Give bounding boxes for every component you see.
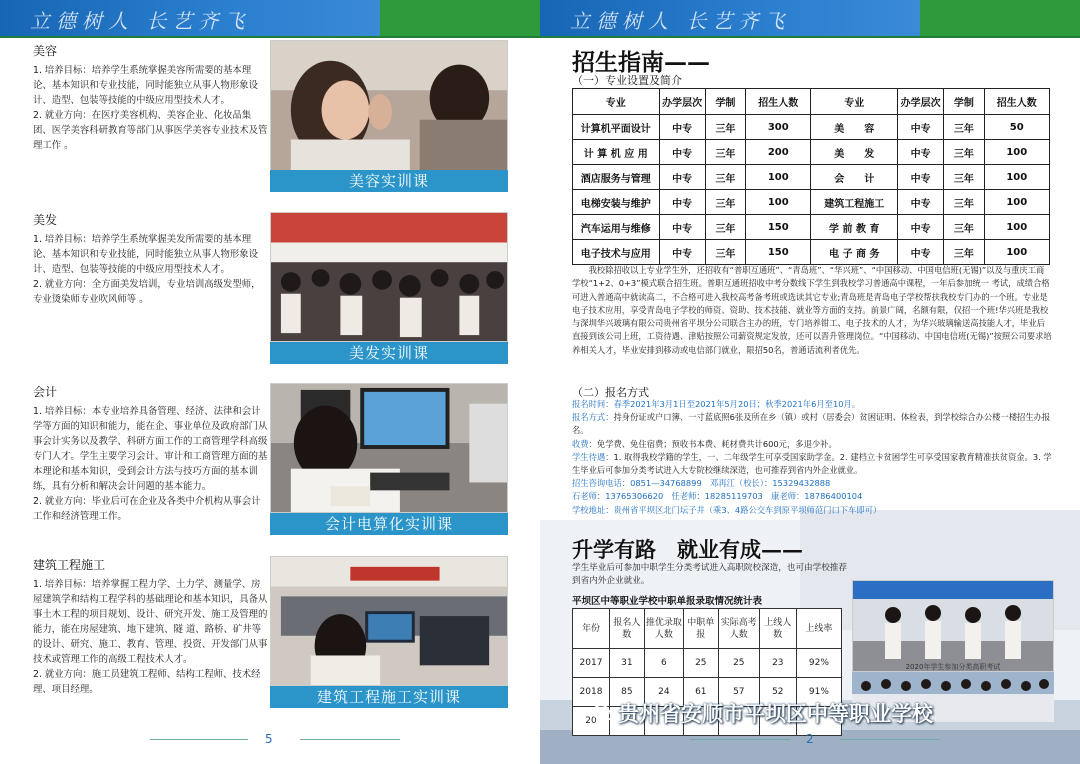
- table-cell: 100: [984, 190, 1049, 215]
- table-cell: 61: [683, 678, 718, 707]
- section-career: 2. 就业方向：毕业后可在企业及各类中介机构从事会计工作和经济管理工作。: [33, 496, 261, 522]
- table-cell: 三年: [705, 115, 745, 140]
- table-cell: 100: [746, 165, 811, 190]
- table-cell: 三年: [944, 215, 984, 240]
- guide-title: 招生指南——: [572, 49, 710, 76]
- col-header: 招生人数: [984, 89, 1049, 115]
- table-cell: 91%: [796, 678, 841, 707]
- table-cell: 三年: [944, 190, 984, 215]
- table-cell: 三年: [944, 240, 984, 265]
- section-goal: 1. 培养目标：本专业培养具备管理、经济、法律和会计学等方面的知识和能力，能在企、事业单位及政府部门从事会计实务以及教学、科研方面工作的工商管理学科高级专门人才。学生主要学习会计、审计和工商管理方面的基本理论和基本知识，受到会计方法与技巧方面的基本训练，具有分析和解决会计问题的基本能力。: [33, 406, 268, 492]
- col-header: 学制: [705, 89, 745, 115]
- table-row: [573, 165, 1050, 190]
- table-cell: 中专: [898, 165, 944, 190]
- table-cell: 100: [984, 165, 1049, 190]
- col-header: 办学层次: [898, 89, 944, 115]
- table-cell: 计 算 机 应 用: [573, 140, 660, 165]
- table-cell: 三年: [944, 140, 984, 165]
- col-header: 中职单报: [683, 609, 718, 649]
- table-cell: 150: [746, 240, 811, 265]
- table-cell: 中专: [898, 115, 944, 140]
- school-name: 贵州省安顺市平坝区中等职业学校: [618, 702, 933, 726]
- table-cell: 三年: [705, 140, 745, 165]
- table-cell: 31: [609, 649, 644, 678]
- enroll-info: [572, 398, 1054, 517]
- table-cell: 23: [759, 649, 796, 678]
- table-cell: 计算机平面设计: [573, 115, 660, 140]
- header-motto: 立德树人 长艺齐飞: [570, 9, 791, 33]
- right-page: [540, 0, 1080, 764]
- exam-caption: 2020年学生参加分类高职考试: [905, 663, 1001, 671]
- section-title: 美发: [33, 213, 58, 227]
- table-cell: 电梯安装与维护: [573, 190, 660, 215]
- table-cell: 三年: [944, 165, 984, 190]
- table-cell: 50: [984, 115, 1049, 140]
- table-cell: 中专: [659, 190, 705, 215]
- fee-label: 收费：: [572, 438, 597, 449]
- wechat-icon: [592, 702, 614, 724]
- page-number: 5: [265, 732, 273, 746]
- table-cell: 25: [718, 649, 759, 678]
- table-cell: 三年: [705, 165, 745, 190]
- exam-photo: [852, 580, 1054, 672]
- section-beauty: [33, 42, 269, 153]
- table-cell: 200: [746, 140, 811, 165]
- table-row: [573, 215, 1050, 240]
- photo-caption: 会计电算化实训课: [270, 513, 508, 535]
- table-cell: 100: [984, 215, 1049, 240]
- table-cell: 三年: [944, 115, 984, 140]
- table-cell: 85: [609, 678, 644, 707]
- table-cell: 三年: [705, 190, 745, 215]
- section1-title: （一）专业设置及简介: [572, 74, 682, 87]
- table-cell: 92%: [796, 649, 841, 678]
- col-header: 上线率: [796, 609, 841, 649]
- section-goal: 1. 培养目标：培养掌握工程力学、土力学、测量学、房屋建筑学和结构工程学科的基础理论和基本知识，具备从事土木工程的项目规划、设计、研究开发、施工及管理的能力，能在房屋建筑、地下建筑、隧 道、路桥、矿井等的设计、研究、施工、教育、管理、投资、开发部门从事技术或管理工作的高级工程技术人才。: [33, 579, 268, 665]
- header-band: [0, 0, 540, 36]
- table-cell: 100: [746, 190, 811, 215]
- table-cell: 美 容: [811, 115, 898, 140]
- method-label: 报名方式：: [572, 412, 614, 423]
- section-title: 建筑工程施工: [33, 558, 106, 572]
- col-header: 实际高考人数: [718, 609, 759, 649]
- table-cell: 52: [759, 678, 796, 707]
- section-goal: 1. 培养目标：培养学生系统掌握美发所需要的基本理论、基本知识和专业技能，同时能独立从事人物形象设计、造型、包装等技能的中级应用型技术人才。: [33, 234, 259, 275]
- majors-table: [572, 88, 1050, 265]
- stats-title: 平坝区中等职业学校中职单报录取情况统计表: [572, 596, 763, 607]
- col-header: 招生人数: [746, 89, 811, 115]
- photo-caption: 美发实训课: [270, 342, 508, 364]
- benefit-value: 1. 取得我校学籍的学生，一、二年级学生可享受国家助学金。2. 建档立卡贫困学生可享受国家教育精准扶贫资金。3. 学生毕业后可参加分类考试进入大专院校继续深造，也可推荐到省内外企业就业。: [572, 451, 1052, 476]
- table-cell: 中专: [659, 240, 705, 265]
- table-cell: 三年: [705, 215, 745, 240]
- table-cell: 2018: [573, 678, 610, 707]
- table-cell: 20: [573, 707, 610, 736]
- table-cell: 三年: [705, 240, 745, 265]
- table-row: [573, 240, 1050, 265]
- benefit-label: 学生待遇：: [572, 451, 614, 462]
- table-cell: 学 前 教 育: [811, 215, 898, 240]
- table-row: [573, 649, 842, 678]
- col-header: 推优录取人数: [644, 609, 683, 649]
- beauty-photo: [270, 40, 508, 172]
- table-cell: 中专: [659, 165, 705, 190]
- table-row: [573, 140, 1050, 165]
- address: 学校地址：贵州省平坝区北门坛子井（乘3、4路公交车到原平坝师范门口下车即可）: [572, 504, 882, 515]
- table-cell: 酒店服务与管理: [573, 165, 660, 190]
- table-cell: 中专: [898, 140, 944, 165]
- hairdressing-photo: [270, 212, 508, 342]
- table-row: [573, 190, 1050, 215]
- table-cell: 电子技术与应用: [573, 240, 660, 265]
- table-cell: 会 计: [811, 165, 898, 190]
- contacts: 石老师：13765306620 任老师：18285119703 康老师：18786400104: [572, 491, 863, 502]
- col-header: 专业: [573, 89, 660, 115]
- fee-value: 免学费、免住宿费；预收书本费、耗材费共计600元，多退少补。: [596, 438, 837, 449]
- table-cell: 100: [984, 140, 1049, 165]
- col-header: 年份: [573, 609, 610, 649]
- table-cell: 中专: [659, 215, 705, 240]
- construction-photo: [270, 556, 508, 686]
- table-cell: 电 子 商 务: [811, 240, 898, 265]
- table-cell: 中专: [659, 140, 705, 165]
- section-title: 美容: [33, 44, 58, 58]
- table-cell: 建筑工程施工: [811, 190, 898, 215]
- section-career: 2. 就业方向：全方面美发培训，专业培训高级发型师，专业烫染师专业吹风师等 。: [33, 279, 261, 305]
- section-career: 2. 就业方向：施工员建筑工程师、结构工程师、技术经理、项目经理。: [33, 669, 261, 695]
- intro-paragraph: 我校除招收以上专业学生外，还招收有“普职互通班”、“青岛班”、“华兴班”、“中国移动、中国电信班(无锡)”以及与重庆工商学校“1+2、0+3”模式联合招生班。普职互通班招收中考分数线下学生到我校学习普通高中课程，一年后参加统一 考试，成绩合格可进入普通高中就读高二，不合格可进入我校高考备考班或选读其它专业;青岛班是青岛电子学校帮扶我校专门办的一个班。专业是电子技术应用，享受青岛电子学校的师资、资助、技术技能、就业等方面的支持。前景广阔，名额有限，仅招一个班!华兴班是我校与深圳华兴玻璃有限公司贵州省平坝分公司联合主办的班，专门培养钳工、电子技术的人才，为华兴玻璃输送高技能人才，毕业后直接到该公司上班，工资待遇、津贴按照公司薪资规定发放，还可以晋升管理岗位。“中国移动、中国电信班(无锡)”按照公司要求培养相关人才，毕业安排到移动或电信部门就业，限招50名，普通话流利者优先。: [572, 265, 1052, 355]
- table-cell: 中专: [659, 115, 705, 140]
- table-cell: 美 发: [811, 140, 898, 165]
- hotline: 招生咨询电话：0851—34768899 邓再江（校长）：15329432888: [572, 478, 831, 489]
- col-header: 上线人数: [759, 609, 796, 649]
- section-accounting: [33, 383, 269, 524]
- photo-caption: 建筑工程施工实训课: [270, 686, 508, 708]
- section-career: 2. 就业方向：在医疗美容机构、美容企业、化妆品集团、医学美容科研教育等部门从事医学美容专业技术及管理工作 。: [33, 110, 268, 151]
- table-cell: 300: [746, 115, 811, 140]
- method-value: 持身份证或户口簿、一寸蓝底照6张及所在乡（镇）或村（居委会）贫困证明、体检表，到学校综合办公楼一楼招生办报名。: [572, 412, 1051, 436]
- table-cell: 中专: [898, 240, 944, 265]
- header-band: [540, 0, 1080, 36]
- table-cell: 汽车运用与维修: [573, 215, 660, 240]
- table-cell: 6: [644, 649, 683, 678]
- table-cell: 2017: [573, 649, 610, 678]
- table-cell: 25: [683, 649, 718, 678]
- section-hairdressing: [33, 211, 269, 307]
- career-text: 学生毕业后可参加中职学生分类考试进入高职院校深造，也可由学校推荐到省内外企业就业。: [572, 563, 848, 587]
- header-motto: 立德树人 长艺齐飞: [30, 9, 251, 33]
- section2-title: （二）报名方式: [572, 386, 649, 399]
- section-construction: [33, 556, 269, 697]
- col-header: 专业: [811, 89, 898, 115]
- col-header: 报名人数: [609, 609, 644, 649]
- time-value: 春季2021年3月1日至2021年5月20日；秋季2021年6月至10月。: [613, 399, 861, 409]
- section-goal: 1. 培养目标：培养学生系统掌握美容所需要的基本理论、基本知识和专业技能，同时能独立从事人物形象设计、造型、包装等技能的中级应用型技术人才。: [33, 65, 259, 106]
- col-header: 学制: [944, 89, 984, 115]
- table-cell: 中专: [898, 190, 944, 215]
- table-cell: 150: [746, 215, 811, 240]
- table-cell: 24: [644, 678, 683, 707]
- section-title: 会计: [33, 385, 58, 399]
- time-label: 报名时间：: [572, 399, 614, 409]
- accounting-photo: [270, 383, 508, 513]
- table-row: [573, 115, 1050, 140]
- career-title: 升学有路 就业有成——: [572, 537, 803, 562]
- table-cell: 100: [984, 240, 1049, 265]
- table-cell: 57: [718, 678, 759, 707]
- page-number: 2: [806, 732, 814, 746]
- col-header: 办学层次: [659, 89, 705, 115]
- photo-caption: 美容实训课: [270, 170, 508, 192]
- table-cell: 中专: [898, 215, 944, 240]
